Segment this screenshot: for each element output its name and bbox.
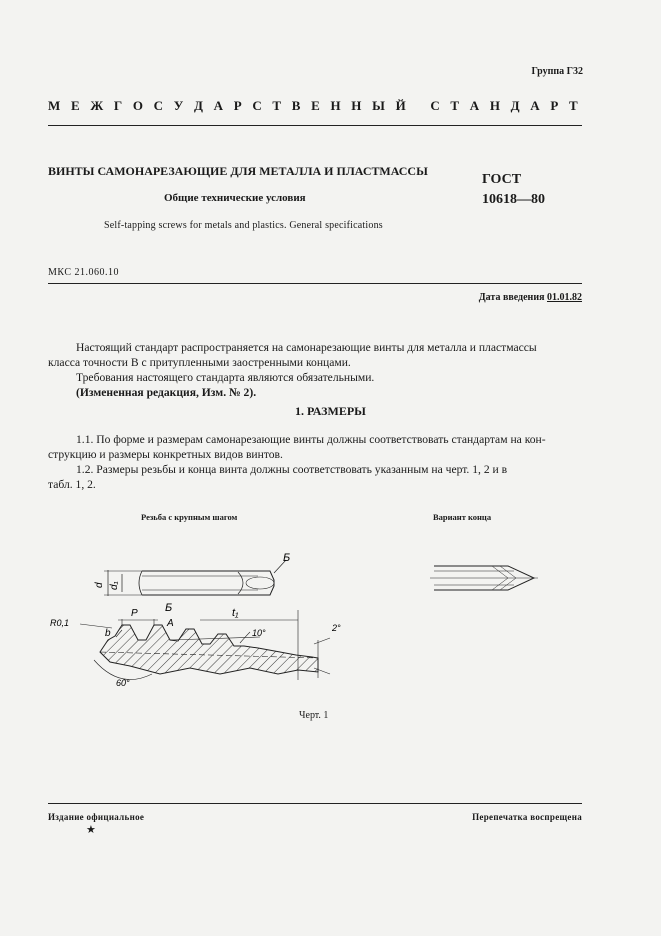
interstate-letter: Р (550, 98, 559, 113)
paragraph-1-2-line1: 1.2. Размеры резьбы и конца винта должны соответствовать указанным на черт. 1, 2 и в (76, 463, 508, 476)
gost-designation (482, 170, 545, 210)
footer-divider (48, 803, 582, 804)
label-t1: t₁ (232, 607, 239, 619)
label-b-top: Б (283, 552, 291, 564)
interstate-letter: А (530, 98, 540, 113)
label-angle-2: 2° (332, 623, 341, 633)
interstate-letter: С (252, 98, 262, 113)
gost-number: 10618—80 (482, 192, 545, 207)
intro-date (479, 292, 582, 303)
interstate-letter: Т (272, 98, 282, 113)
interstate-letter (416, 98, 419, 114)
interstate-letter: Д (510, 98, 520, 113)
interstate-letter: А (213, 98, 223, 113)
interstate-letter: С (153, 98, 164, 113)
paragraph-revision-note: (Измененная редакция, Изм. № 2). (76, 386, 257, 399)
label-b: b (105, 628, 111, 639)
interstate-letter: С (430, 98, 440, 113)
interstate-standard-heading (48, 98, 578, 114)
star-icon: ★ (86, 824, 96, 836)
figure-number: Черт. 1 (299, 710, 329, 721)
screw-end-variant-drawing (430, 560, 540, 600)
thread-profile-drawing (50, 540, 360, 700)
interstate-letter: Й (395, 98, 406, 113)
figure-caption-end-variant: Вариант конца (433, 512, 492, 522)
interstate-letter: Р (233, 98, 242, 113)
label-pitch: P (131, 608, 138, 619)
paragraph-1-2-line2: табл. 1, 2. (48, 478, 96, 491)
mks-code: МКС 21.060.10 (48, 267, 119, 278)
footer-official-edition: Издание официальное (48, 812, 145, 822)
interstate-letter: Е (70, 98, 80, 113)
label-radius: R0,1 (50, 618, 70, 628)
screw-shank (139, 560, 286, 595)
interstate-letter: Д (193, 98, 203, 113)
paragraph-scope-line1: Настоящий стандарт распространяется на самонарезающие винты для металла и пластмассы (76, 341, 537, 354)
interstate-letter: Н (351, 98, 362, 113)
interstate-letter: Ы (372, 98, 385, 113)
group-code: Группа Г32 (531, 66, 583, 77)
interstate-letter: А (469, 98, 480, 113)
label-a: A (167, 618, 174, 629)
english-title: Self-tapping screws for metals and plastics. General specifications (104, 220, 383, 231)
paragraph-scope (48, 340, 582, 400)
label-d1: d₁ (109, 581, 120, 590)
interstate-letter: М (48, 98, 61, 113)
label-angle-60: 60° (116, 678, 130, 688)
interstate-letter: Г (113, 98, 123, 113)
document-title: ВИНТЫ САМОНАРЕЗАЮЩИЕ ДЛЯ МЕТАЛЛА И ПЛАСТМАССЫ (48, 164, 428, 178)
paragraph-1-1-line1: 1.1. По форме и размерам самонарезающие винты должны соответствовать стандартам на кон- (76, 433, 546, 446)
interstate-letter: Н (330, 98, 341, 113)
gost-label: ГОСТ (482, 172, 522, 187)
interstate-letter: Н (489, 98, 500, 113)
intro-date-label: Дата введения (478, 292, 545, 303)
interstate-letter: У (173, 98, 184, 113)
interstate-letter: Т (569, 98, 578, 113)
paragraph-mandatory: Требования настоящего стандарта являются обязательными. (76, 371, 375, 384)
paragraph-scope-line2: класса точности В с притупленными заостренными концами. (48, 356, 351, 369)
document-subtitle: Общие технические условия (164, 192, 306, 204)
paragraph-1-1 (48, 432, 582, 492)
interstate-letter: В (291, 98, 301, 113)
interstate-letter: Ж (90, 98, 104, 113)
header-divider (48, 125, 582, 126)
interstate-letter: Е (311, 98, 320, 113)
section-heading: 1. РАЗМЕРЫ (295, 404, 366, 418)
label-d: d (94, 582, 105, 588)
label-b-mid: Б (165, 602, 173, 614)
interstate-letter: Т (450, 98, 460, 113)
footer-reprint-prohibited: Перепечатка воспрещена (472, 812, 582, 822)
paragraph-1-1-line2: струкцию и размеры конкретных видов винтов. (48, 448, 283, 461)
intro-date-value: 01.01.82 (547, 292, 582, 303)
figure-caption-coarse-thread: Резьба с крупным шагом (141, 512, 238, 522)
mks-divider (48, 283, 582, 284)
thread-section (100, 625, 318, 674)
label-angle-10: 10° (252, 628, 266, 638)
interstate-letter: О (132, 98, 143, 113)
